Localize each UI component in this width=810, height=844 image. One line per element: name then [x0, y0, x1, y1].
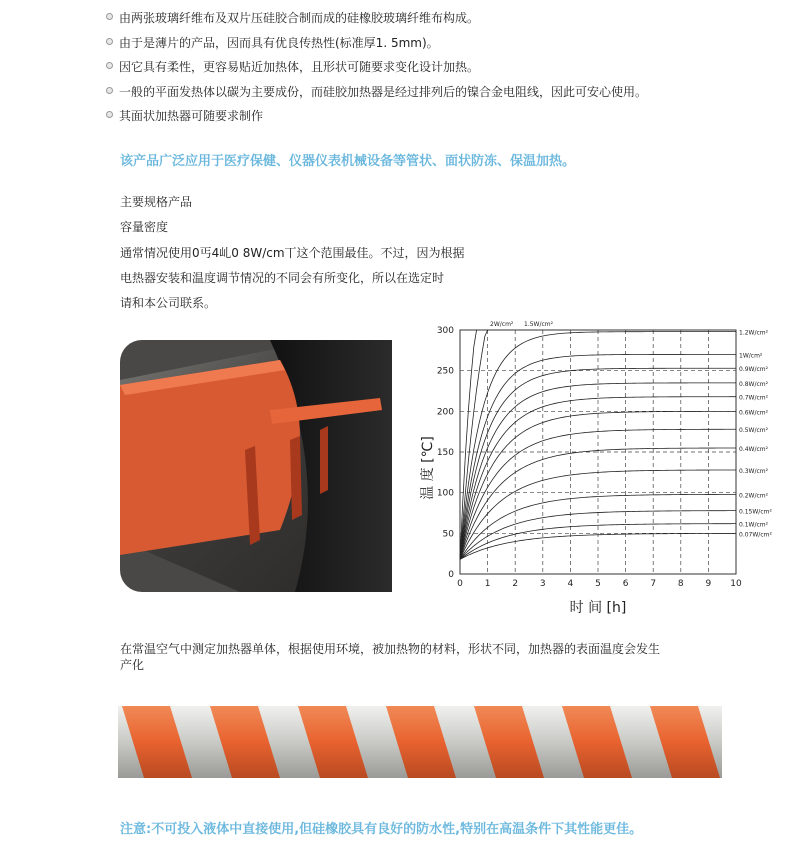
series-label: 0.9W/cm²: [739, 366, 769, 374]
spec-para-1: 通常情况使用0丐4乢0 8W/cm丅这个范围最佳。不过，因为根据: [120, 246, 465, 260]
chart-x-ticks: [457, 579, 742, 589]
series-label: 0.6W/cm²: [739, 409, 769, 417]
series-label: 0.5W/cm²: [739, 427, 769, 435]
x-tick-label: 4: [567, 579, 574, 589]
y-tick-label: 0: [448, 570, 454, 580]
bullet-2: 由于是薄片的产品，因而具有优良传热性(标准厚1. 5mm)。: [106, 35, 439, 51]
series-label: 0.2W/cm²: [739, 492, 769, 500]
series-label: 0.15W/cm²: [739, 508, 772, 516]
series-label: 0.07W/cm²: [739, 531, 772, 539]
series-label: 0.1W/cm²: [739, 521, 769, 529]
bullet-1: 由两张玻璃纤维布及双片压硅胶合制而成的硅橡胶玻璃纤维布构成。: [106, 10, 479, 26]
y-tick-label: 150: [436, 448, 454, 458]
y-tick-label: 100: [436, 488, 454, 499]
spec-para-3: 请和本公司联系。: [120, 296, 217, 310]
series-label: 0.3W/cm²: [739, 467, 769, 475]
series-label: 1.5W/cm²: [524, 321, 554, 328]
y-tick-label: 50: [442, 529, 454, 540]
density-label: 容量密度: [120, 220, 169, 234]
chart-xlabel: 时 间 [h]: [569, 600, 627, 616]
series-label: 0.4W/cm²: [739, 445, 769, 453]
y-tick-label: 250: [436, 366, 454, 377]
bullet-dot-icon: [106, 111, 113, 118]
y-tick-label: 200: [436, 407, 454, 418]
series-label: 2W/cm²: [490, 321, 514, 328]
series-label: 1W/cm²: [739, 352, 763, 360]
bullet-4: 一般的平面发热体以碳为主要成份，而硅胶加热器是经过排列后的镍合金电阻线，因此可安心使用。: [106, 84, 647, 100]
spiral-heater-photo: [118, 702, 722, 782]
bullet-3: 因它具有柔性，更容易贴近加热体，且形状可随要求变化设计加热。: [106, 59, 479, 75]
pipe-heater-photo: [120, 340, 392, 592]
bullet-dot-icon: [106, 62, 113, 69]
x-tick-label: 8: [677, 579, 684, 589]
x-tick-label: 6: [622, 579, 629, 589]
series-label: 1.2W/cm²: [739, 329, 769, 337]
chart-ylabel: 温 度 [℃]: [420, 436, 436, 500]
bullet-dot-icon: [106, 87, 113, 94]
x-tick-label: 5: [595, 579, 601, 589]
spec-title: 主要规格产品: [120, 195, 193, 209]
series-label: 0.7W/cm²: [739, 394, 769, 402]
note-text: 注意:不可投入液体中直接使用,但硅橡胶具有良好的防水性,特别在高温条件下其性能更佳。: [120, 822, 643, 837]
x-tick-label: 3: [539, 579, 546, 589]
x-tick-label: 0: [457, 579, 463, 589]
x-tick-label: 9: [705, 579, 712, 589]
bullet-dot-icon: [106, 13, 113, 20]
bullet-dot-icon: [106, 38, 113, 45]
x-tick-label: 10: [730, 579, 742, 589]
bullet-5: 其面状加热器可随要求制作: [106, 108, 263, 124]
y-tick-label: 300: [436, 326, 454, 336]
spec-para-2: 电热器安装和温度调节情况的不同会有所变化，所以在选定时: [120, 271, 445, 285]
x-tick-label: 1: [484, 579, 491, 589]
application-text: 该产品广泛应用于医疗保健、仪器仪表机械设备等管状、面状防冻、保温加热。: [120, 154, 576, 169]
caption-line-2: 产化: [120, 658, 145, 672]
series-label: 0.8W/cm²: [739, 380, 769, 388]
temperature-chart: [420, 318, 792, 618]
chart-y-ticks: [437, 326, 454, 580]
x-tick-label: 2: [512, 579, 519, 589]
x-tick-label: 7: [650, 579, 657, 589]
caption-line-1: 在常温空气中测定加热器单体，根据使用环境，被加热物的材料，形状不同，加热器的表面温度会发生: [120, 642, 661, 656]
